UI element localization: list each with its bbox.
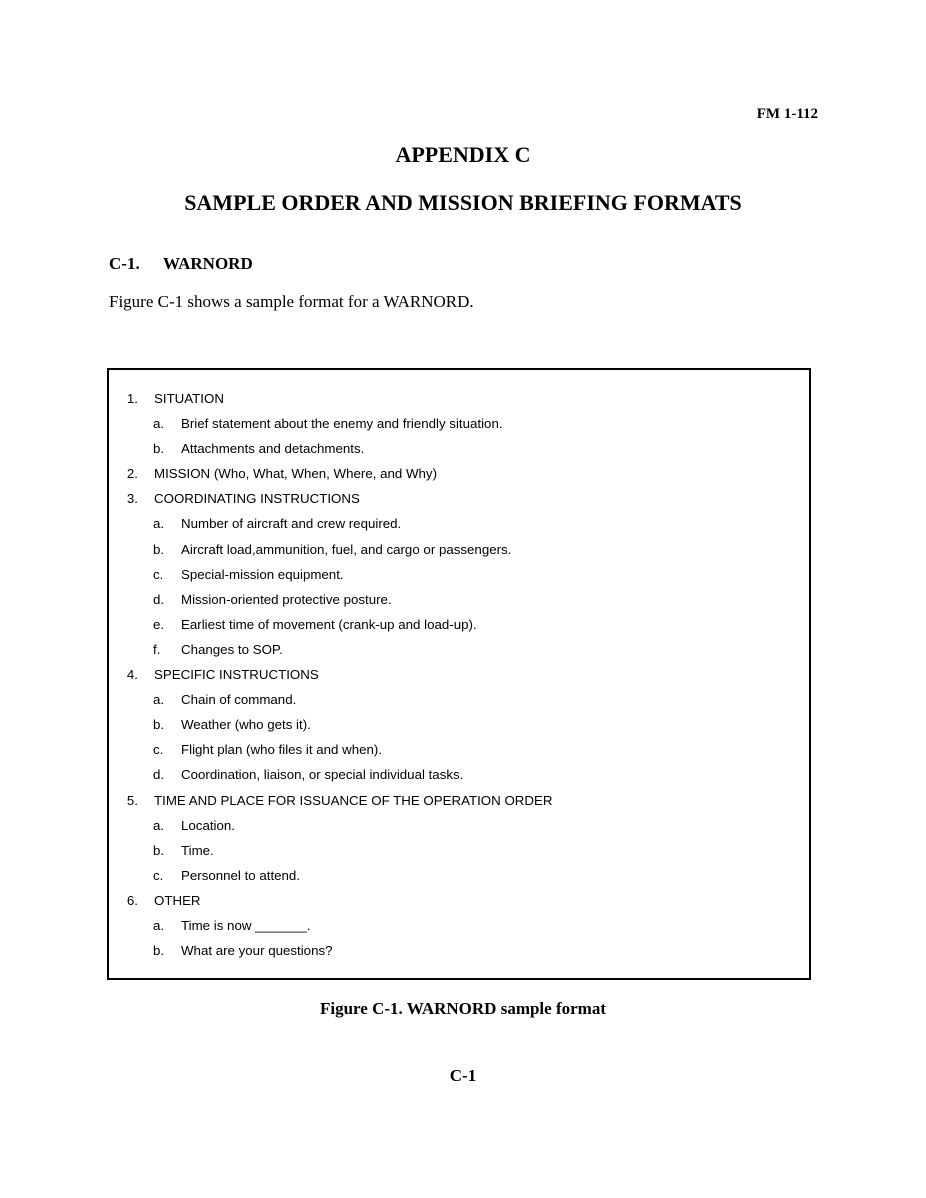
item-marker: 5. — [126, 792, 138, 808]
sub-item-text: Chain of command. — [181, 692, 297, 708]
sub-item-text: Number of aircraft and crew required. — [181, 516, 402, 532]
sub-item-marker: c. — [153, 566, 164, 582]
sub-item-text: Special-mission equipment. — [181, 566, 344, 582]
sub-item — [109, 712, 809, 737]
sub-item-marker: a. — [153, 692, 165, 708]
sub-item — [109, 411, 809, 436]
sub-item-text: Earliest time of movement (crank-up and load-up). — [181, 616, 477, 632]
item-text: MISSION (Who, What, When, Where, and Why) — [154, 466, 438, 482]
sub-item — [109, 762, 809, 787]
sub-item-marker: a. — [153, 917, 165, 933]
sub-item-text: What are your questions? — [181, 943, 333, 959]
sub-item-text: Coordination, liaison, or special individual tasks. — [181, 767, 464, 783]
warnord-format-list — [109, 386, 809, 963]
sub-item-marker: b. — [153, 541, 165, 557]
section-title: WARNORD — [163, 254, 253, 273]
sub-item-text: Personnel to attend. — [181, 867, 301, 883]
appendix-title: APPENDIX C — [395, 142, 531, 167]
list-item — [109, 486, 809, 511]
sub-item — [109, 838, 809, 863]
sub-item-text: Weather (who gets it). — [181, 717, 311, 733]
sub-item — [109, 938, 809, 963]
sub-item-text: Flight plan (who files it and when). — [181, 742, 383, 758]
sub-item — [109, 587, 809, 612]
figure-caption: Figure C-1. WARNORD sample format — [320, 999, 606, 1018]
sub-item — [109, 637, 809, 662]
sub-item — [109, 813, 809, 838]
item-marker: 1. — [126, 391, 138, 406]
section-heading — [109, 254, 253, 274]
sub-item-marker: c. — [153, 742, 164, 758]
sub-item-marker: b. — [153, 441, 165, 457]
sub-item-marker: c. — [153, 867, 164, 883]
sub-item-marker: e. — [153, 616, 165, 632]
sub-item — [109, 511, 809, 536]
list-item — [109, 788, 809, 813]
intro-paragraph: Figure C-1 shows a sample format for a WARNORD. — [109, 292, 474, 311]
sub-item — [109, 863, 809, 888]
item-text: TIME AND PLACE FOR ISSUANCE OF THE OPERATION ORDER — [154, 792, 553, 808]
sub-item-text: Attachments and detachments. — [181, 441, 365, 457]
item-text: OTHER — [154, 892, 201, 908]
sub-item-text: Time is now _______. — [181, 917, 311, 933]
sub-item-marker: f. — [153, 641, 161, 657]
item-text: COORDINATING INSTRUCTIONS — [154, 491, 360, 507]
sub-item-marker: a. — [153, 416, 165, 432]
list-item — [109, 662, 809, 687]
item-marker: 2. — [126, 466, 138, 482]
list-item — [109, 888, 809, 913]
sub-item-marker: b. — [153, 943, 165, 959]
section-number: C-1. — [109, 254, 140, 273]
sub-item-text: Time. — [181, 842, 214, 858]
sub-item — [109, 737, 809, 762]
sub-item — [109, 913, 809, 938]
sub-item — [109, 612, 809, 637]
sub-item-text: Brief statement about the enemy and friendly situation. — [181, 416, 503, 432]
sub-item-marker: d. — [153, 591, 165, 607]
sub-item-text: Location. — [181, 817, 235, 833]
item-marker: 4. — [126, 667, 138, 683]
sub-item — [109, 562, 809, 587]
sub-item-marker: b. — [153, 842, 165, 858]
document-reference: FM 1-112 — [756, 106, 818, 122]
sub-item-marker: b. — [153, 717, 165, 733]
sub-item — [109, 537, 809, 562]
sub-item-marker: a. — [153, 817, 165, 833]
page-number: C-1 — [449, 1066, 477, 1085]
appendix-subtitle: SAMPLE ORDER AND MISSION BRIEFING FORMATS — [184, 190, 742, 215]
sub-item-marker: d. — [153, 767, 165, 783]
sub-item-marker: a. — [153, 516, 165, 532]
item-marker: 6. — [126, 892, 138, 908]
figure-box — [107, 368, 811, 980]
sub-item — [109, 687, 809, 712]
sub-item — [109, 436, 809, 461]
list-item — [109, 461, 809, 486]
item-marker: 3. — [126, 491, 138, 507]
list-item — [109, 386, 809, 411]
sub-item-text: Aircraft load,ammunition, fuel, and cargo or passengers. — [181, 541, 512, 557]
item-text: SPECIFIC INSTRUCTIONS — [154, 667, 319, 683]
sub-item-text: Changes to SOP. — [181, 641, 283, 657]
item-text: SITUATION — [154, 391, 224, 406]
sub-item-text: Mission-oriented protective posture. — [181, 591, 392, 607]
